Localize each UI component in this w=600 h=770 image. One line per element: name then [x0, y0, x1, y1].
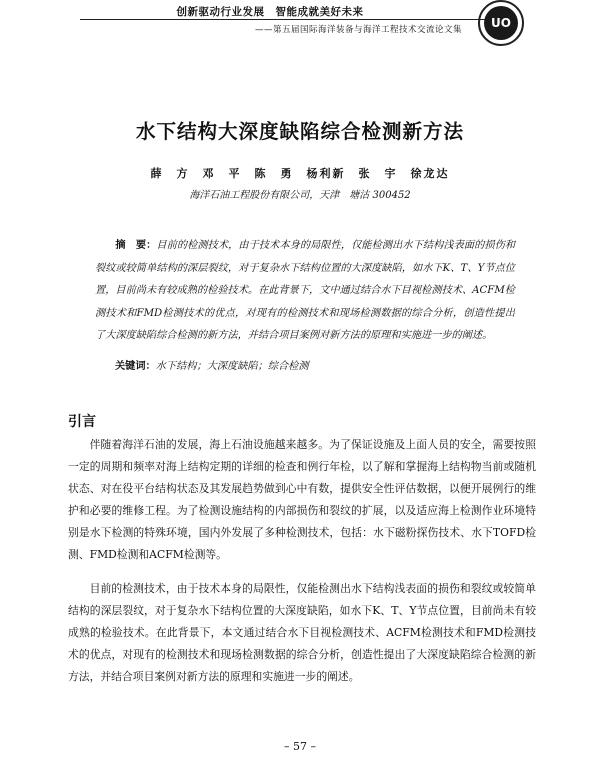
header-rule — [80, 19, 500, 20]
body-paragraph-1: 伴随着海洋石油的发展，海上石油设施越来越多。为了保证设施及上面人员的安全，需要按照一定的周期和频率对海上结构定期的详细的检查和例行年检，以了解和掌握海上结构物当前或随机状态、对在役平台结构状态及其发展趋势做到心中有数，提供安全性评估数据，以便开展例行的维护和必要的维修工程。为了检测设施结构的内部损伤和裂纹的扩展，以及适应海上检测作业环境特别是水下检测的特殊环境，国内外发展了多种检测技术，包括：水下磁粉探伤技术、水下TOFD检测、FMD检测和ACFM检测等。 — [68, 438, 536, 561]
conference-logo: UO — [484, 6, 518, 40]
keywords-text: 水下结构；大深度缺陷；综合检测 — [155, 361, 309, 372]
paper-title: 水下结构大深度缺陷综合检测新方法 — [135, 120, 464, 143]
header-slogan: 创新驱动行业发展 智能成就美好未来 — [176, 6, 364, 18]
body-paragraph-2: 目前的检测技术，由于技术本身的局限性，仅能检测出水下结构浅表面的损伤和裂纹或较简单结构的深层裂纹，对于复杂水下结构位置的大深度缺陷，如水下K、T、Y节点位置，目前尚未有较成熟的检验技术。在此背景下，本文通过结合水下目视检测技术、ACFM检测技术和FMD检测技术的优点，对现有的检测技术和现场检测数据的综合分析，创造性提出了大深度缺陷综合检测的新方法，并结合项目案例对新方法的原理和实施进一步的阐述。 — [68, 582, 536, 683]
author-list: 薛 方 邓 平 陈 勇 杨利新 张 宇 徐龙达 — [150, 167, 450, 180]
section-heading-introduction: 引言 — [68, 414, 96, 430]
abstract-text: 目前的检测技术，由于技术本身的局限性，仅能检测出水下结构浅表面的损伤和裂纹或较简单结构的深层裂纹，对于复杂水下结构位置的大深度缺陷，如水下K、T、Y节点位置，目前尚未有较成熟的检验技术。在此背景下，文中通过结合水下目视检测技术、ACFM检测技术和FMD检测技术的优点，对现有的检测技术和现场检测数据的综合分析，创造性提出了大深度缺陷综合检测的新方法，并结合项目案例对新方法的原理和实施进一步的阐述。 — [95, 240, 516, 341]
page-number: – 57 – — [284, 740, 316, 753]
keywords — [115, 357, 309, 372]
running-header — [0, 0, 600, 54]
keywords-label: 关键词： — [115, 361, 156, 372]
abstract-label: 摘 要： — [115, 240, 157, 251]
abstract — [95, 235, 515, 348]
affiliation: 海洋石油工程股份有限公司，天津 塘沽 300452 — [189, 190, 411, 201]
header-proceedings-title: ——第五届国际海洋装备与海洋工程技术交流论文集 — [255, 25, 463, 35]
